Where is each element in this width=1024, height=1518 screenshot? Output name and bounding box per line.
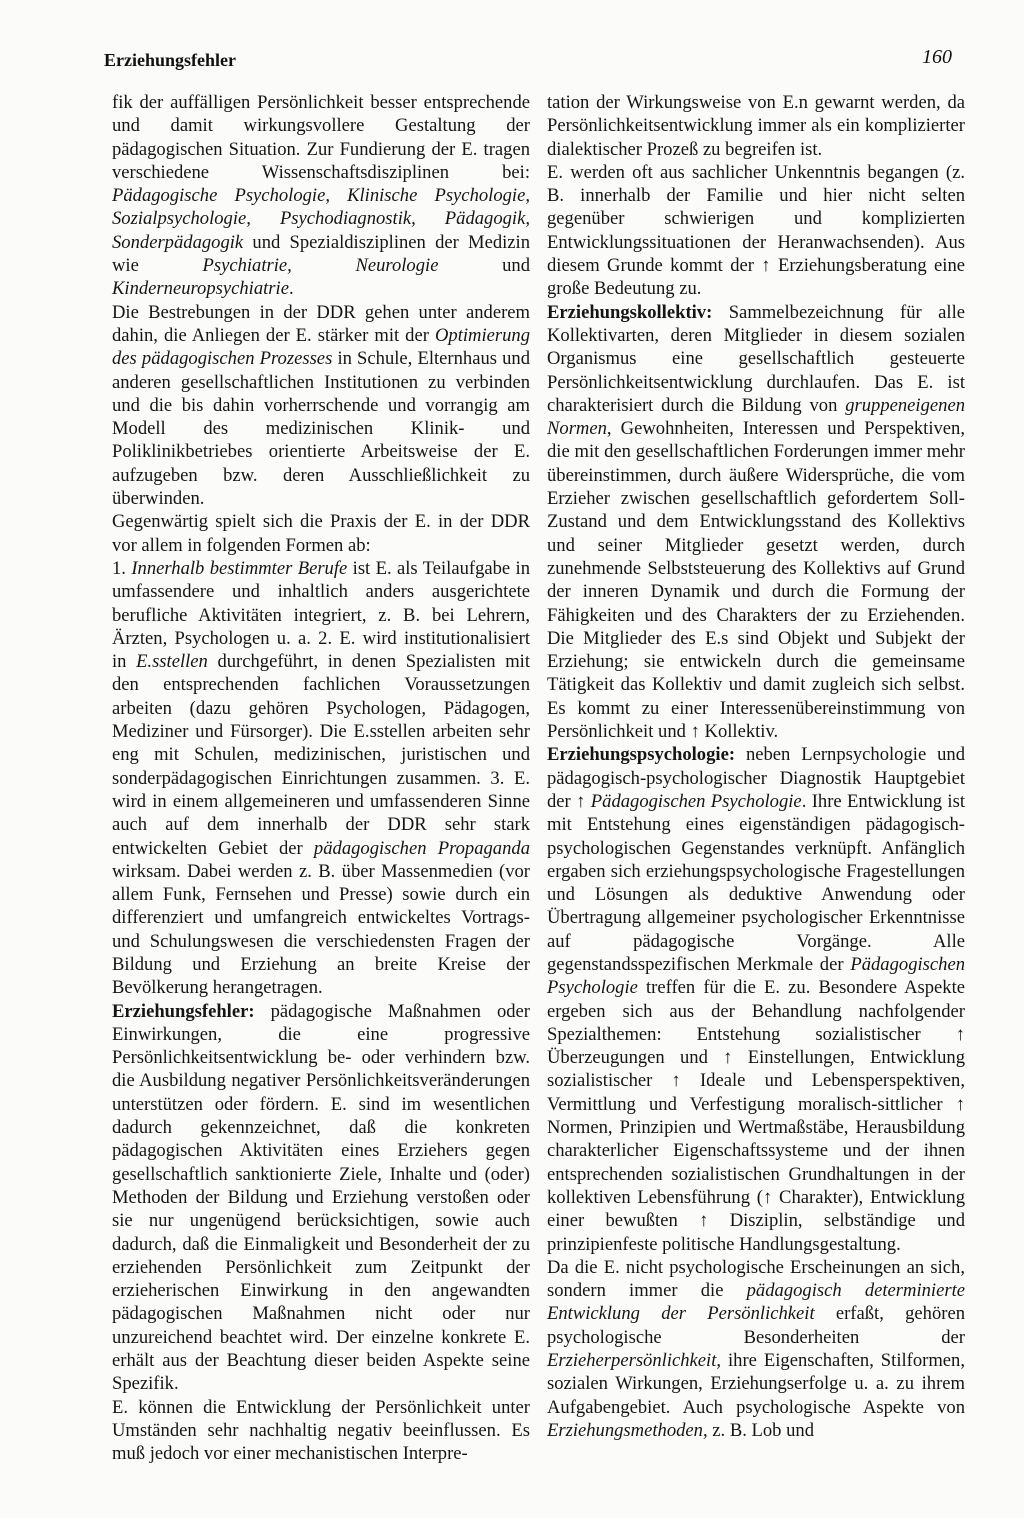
paragraph: Da die E. nicht psychologische Erscheinungen an sich, sondern immer die pädagogisch determinierte Entwicklung der Persönlichkeit erfaßt, gehören psychologische Besonderheiten der Erzieherpersönlichkeit, ihre Eigenschaften, Stilformen, sozialen Wirkungen, Erziehungserfolge u. a. zu ihrem Aufgabengebiet. Auch psychologische Aspekte von Erziehungsmethoden, z. B. Lob und (547, 1256, 965, 1441)
page-number: 160 (922, 46, 952, 68)
paragraph: Erziehungsfehler: pädagogische Maßnahmen oder Einwirkungen, die eine progressive Persönlichkeitsentwicklung be- oder verhindern bzw. die Ausbildung negativer Persönlichkeitsveränderungen unterstützen oder fördern. E. sind im wesentlichen dadurch gekennzeichnet, daß die konkreten pädagogischen Aktivitäten eines Erziehers gegen gesellschaftlich sanktionierte Ziele, Inhalte und (oder) Methoden der Bildung und Erziehung verstoßen oder sie nur ungenügend berücksichtigen, sowie auch dadurch, daß die Einmaligkeit und Besonderheit der zu erziehenden Persönlichkeit zum Zeitpunkt der erzieherischen Einwirkung in den angewandten pädagogischen Maßnahmen nicht oder nur unzureichend beachtet wird. Der einzelne konkrete E. erhält aus der Beachtung dieser beiden Aspekte seine Spezifik. (112, 1000, 530, 1395)
paragraph: 1. Innerhalb bestimmter Berufe ist E. als Teilaufgabe in umfassendere und inhaltlich anders ausgerichtete berufliche Aktivitäten integriert, z. B. bei Lehrern, Ärzten, Psychologen u. a. 2. E. wird institutionalisiert in E.sstellen durchgeführt, in denen Spezialisten mit den entsprechenden fachlichen Voraussetzungen arbeiten (dazu gehören Psychologen, Pädagogen, Mediziner und Fürsorger). Die E.sstellen arbeiten sehr eng mit Schulen, medizinischen, juristischen und sonderpädagogischen Einrichtungen zusammen. 3. E. wird in einem allgemeineren und umfassenderen Sinne auch auf dem innerhalb der DDR sehr stark entwickelten Gebiet der pädagogischen Propaganda wirksam. Dabei werden z. B. über Massenmedien (vor allem Funk, Fernsehen und Presse) sowie durch ein differenziert und umfangreich entwickeltes Vortrags- und Schulungswesen die verschiedensten Fragen der Bildung und Erziehung an breite Kreise der Bevölkerung herangetragen. (112, 557, 531, 999)
paragraph: E. können die Entwicklung der Persönlichkeit unter Umständen sehr nachhaltig negativ beeinflussen. Es muß jedoch vor einer mechanistischen Interpre- (112, 1396, 530, 1465)
running-head: Erziehungsfehler (104, 50, 236, 70)
right-text-column (547, 91, 965, 1442)
paragraph: E. werden oft aus sachlicher Unkenntnis begangen (z. B. innerhalb der Familie und hier nicht selten gegenüber schwierigen und komplizierten Entwicklungssituationen der Heranwachsenden). Aus diesem Grunde kommt der ↑ Erziehungsberatung eine große Bedeutung zu. (547, 161, 965, 300)
paragraph: Erziehungskollektiv: Sammelbezeichnung für alle Kollektivarten, deren Mitglieder in diesem sozialen Organismus eine gesellschaftlich gesteuerte Persönlichkeitsentwicklung durchlaufen. Das E. ist charakterisiert durch die Bildung von gruppeneigenen Normen, Gewohnheiten, Interessen und Perspektiven, die mit den gesellschaftlichen Forderungen immer mehr übereinstimmen, durch äußere Widersprüche, die vom Erzieher zwischen gesellschaftlich gefordertem Soll-Zustand und dem Entwicklungsstand des Kollektivs und seiner Mitglieder gesetzt werden, durch zunehmende Selbststeuerung des Kollektivs auf Grund der inneren Dynamik und durch die Formung der Fähigkeiten und des Charakters der zu Erziehenden. Die Mitglieder des E.s sind Objekt und Subjekt der Erziehung; sie entwickeln durch die gemeinsame Tätigkeit das Kollektiv und damit zugleich sich selbst. Es kommt zu einer Interessenübereinstimmung von Persönlichkeit und ↑ Kollektiv. (547, 301, 965, 743)
paragraph: Erziehungspsychologie: neben Lernpsychologie und pädagogisch-psychologischer Diagnostik Hauptgebiet der ↑ Pädagogischen Psychologie. Ihre Entwicklung ist mit Entstehung eines eigenständigen pädagogisch-psychologischen Gegenstandes verknüpft. Anfänglich ergaben sich erziehungspsychologische Fragestellungen und Lösungen als deduktive Anwendung oder Übertragung allgemeiner psychologischer Erkenntnisse auf pädagogische Vorgänge. Alle gegenstandsspezifischen Merkmale der Pädagogischen Psychologie treffen für die E. zu. Besondere Aspekte ergeben sich aus der Behandlung nachfolgender Spezialthemen: Entstehung sozialistischer ↑ Überzeugungen und ↑ Einstellungen, Entwicklung sozialistischer ↑ Ideale und Lebensperspektiven, Vermittlung und Verfestigung moralisch-sittlicher ↑ Normen, Prinzipien und Wertmaßstäbe, Herausbildung charakterlicher Eigenschaftssysteme und der ihnen entsprechenden sozialistischen Grundhaltungen in der kollektiven Lebensführung (↑ Charakter), Entwicklung einer bewußten ↑ Disziplin, selbständige und prinzipienfeste politische Handlungsgestaltung. (547, 744, 965, 1255)
paragraph: fik der auffälligen Persönlichkeit besser entsprechende und damit wirkungsvollere Gestaltung der pädagogischen Situation. Zur Fundierung der E. tragen verschiedene Wissenschaftsdisziplinen bei: Pädagogische Psychologie, Klinische Psychologie, Sozialpsychologie, Psychodiagnostik, Pädagogik, Sonderpädagogik und Spezialdisziplinen der Medizin wie Psychiatrie, Neurologie und Kinderneuropsychiatrie. (112, 92, 530, 300)
left-text-column (112, 91, 530, 1466)
paragraph: tation der Wirkungsweise von E.n gewarnt werden, da Persönlichkeitsentwicklung immer als ein komplizierter dialektischer Prozeß zu begreifen ist. (547, 92, 965, 160)
paragraph: Die Bestrebungen in der DDR gehen unter anderem dahin, die Anliegen der E. stärker mit der Optimierung des pädagogischen Prozesses in Schule, Elternhaus und anderen gesellschaftlichen Institutionen zu verbinden und die bis dahin vorherrschende und vorrangig am Modell des medizinischen Klinik- und Poliklinikbetriebes orientierte Arbeitsweise der E. aufzugeben bzw. deren Ausschließlichkeit zu überwinden. (112, 301, 531, 510)
paragraph: Gegenwärtig spielt sich die Praxis der E. in der DDR vor allem in folgenden Formen ab: (112, 511, 530, 556)
